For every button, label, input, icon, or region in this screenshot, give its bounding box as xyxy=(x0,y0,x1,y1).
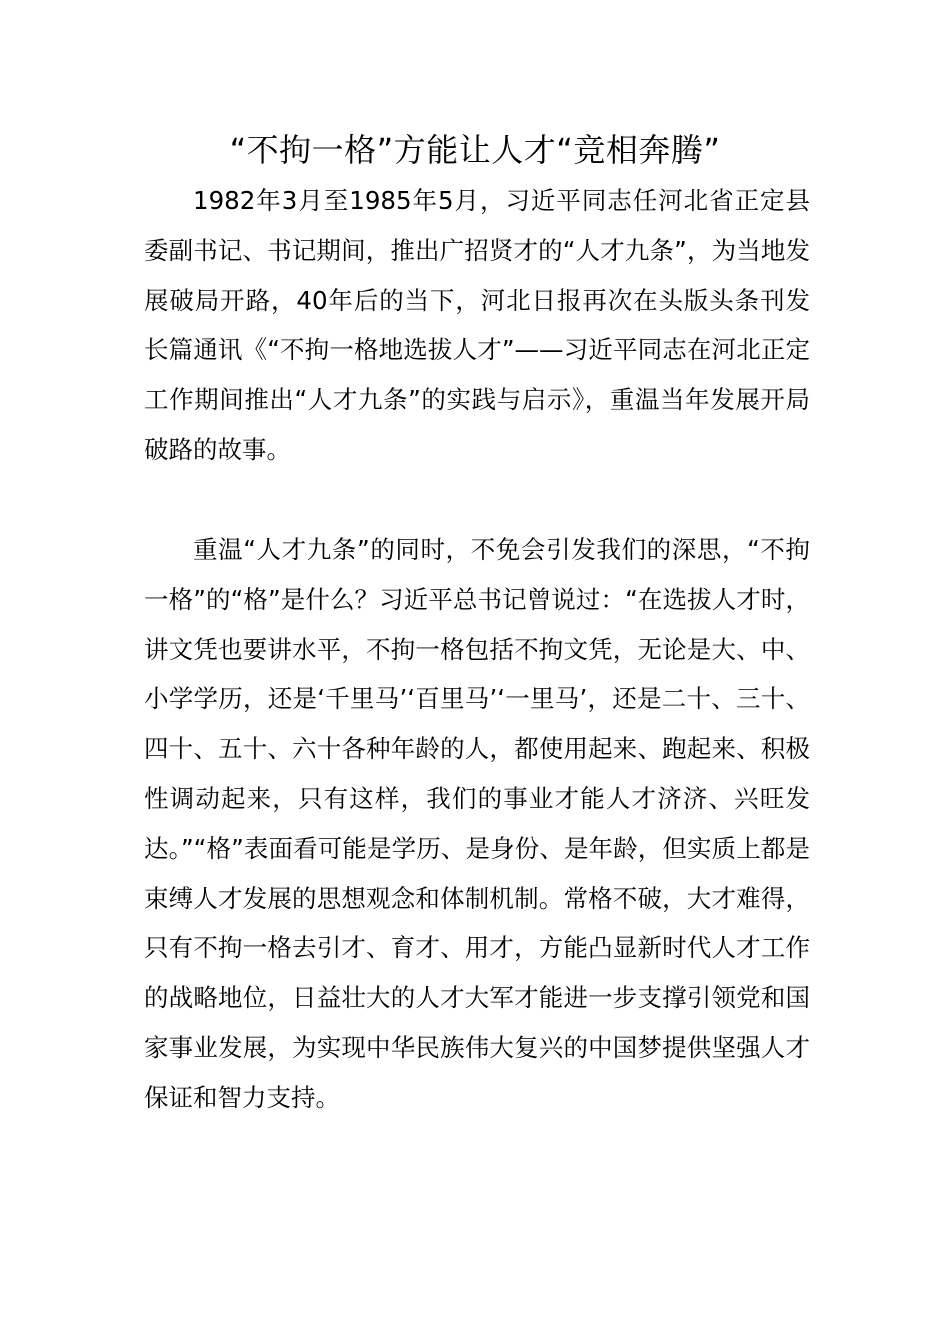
paragraph-1: 1982年3月至1985年5月，习近平同志任河北省正定县委副书记、书记期间，推出广招贤才的“人才九条”，为当地发展破局开路，40年后的当下，河北日报再次在头版头条刊发长篇通讯《“不拘一格地选拔人才”——习近平同志在河北正定工作期间推出“人才九条”的实践与启示》，重温当年发展开局破路的故事。 xyxy=(144,186,810,464)
paragraph-2: 重温“人才九条”的同时，不免会引发我们的深思，“不拘一格”的“格”是什么？习近平总书记曾说过：“在选拔人才时，讲文凭也要讲水平，不拘一格包括不拘文凭，无论是大、中、小学学历，还是‘千里马’‘百里马’‘一里马’，还是二十、三十、四十、五十、六十各种年龄的人，都使用起来、跑起来、积极性调动起来，只有这样，我们的事业才能人才济济、兴旺发达。”“格”表面看可能是学历、是身份、是年龄，但实质上都是束缚人才发展的思想观念和体制机制。常格不破，大才难得，只有不拘一格去引才、育才、用才，方能凸显新时代人才工作的战略地位，日益壮大的人才大军才能进一步支撑引领党和国家事业发展，为实现中华民族伟大复兴的中国梦提供坚强人才保证和智力支持。 xyxy=(144,535,810,1112)
page-title: “不拘一格”方能让人才“竞相奔腾” xyxy=(229,131,721,169)
